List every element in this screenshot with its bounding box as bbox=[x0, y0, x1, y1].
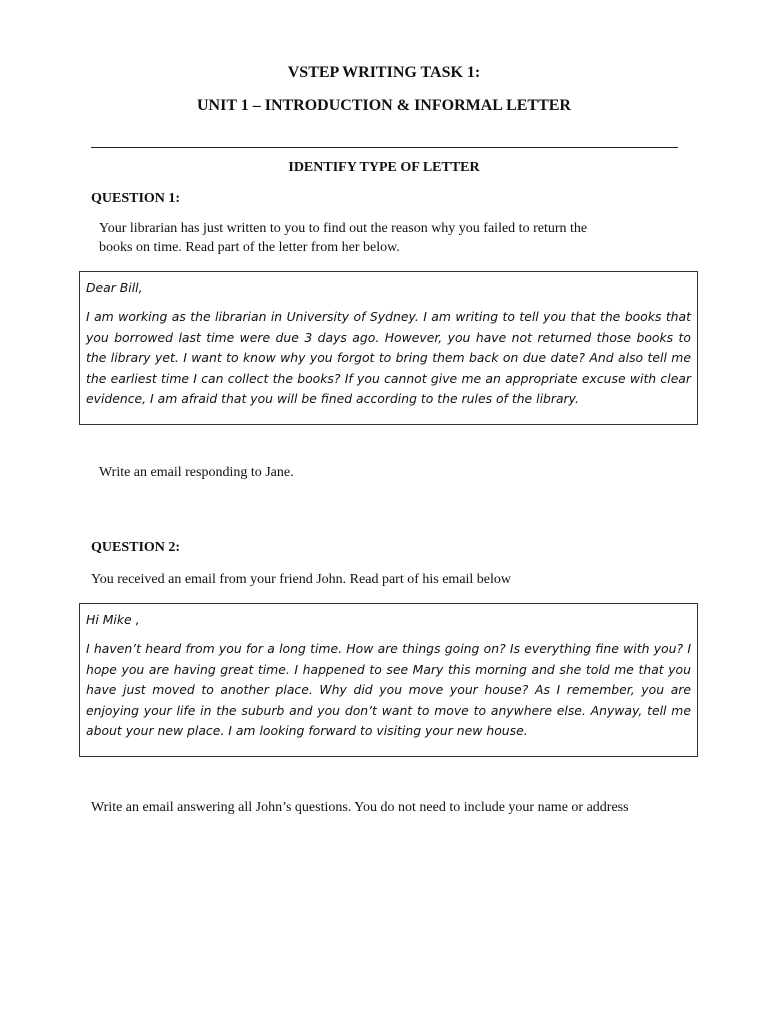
question-2-letter-box bbox=[79, 603, 698, 757]
document-subtitle: UNIT 1 – INTRODUCTION & INFORMAL LETTER bbox=[197, 97, 571, 114]
question-1-intro-line-2: books on time. Read part of the letter from her below. bbox=[99, 240, 400, 255]
letter-body: I haven’t heard from you for a long time. How are things going on? Is everything fine with you? I hope you are having great time. I happened to see Mary this morning and she told me that you have just moved to another place. Why did you move your house? As I remember, you are enjoying your life in the suburb and you don’t want to move to anywhere else. Anyway, tell me about your new place. I am looking forward to visiting your new house. bbox=[86, 641, 691, 738]
letter-body: I am working as the librarian in University of Sydney. I am writing to tell you that the books that you borrowed last time were due 3 days ago. However, you have not returned those books to the library yet. I want to know why you forgot to bring them back on due date? And also tell me the earliest time I can collect the books? If you cannot give me an appropriate excuse with clear evidence, I am afraid that you will be fined according to the rules of the library. bbox=[86, 309, 691, 406]
question-1-letter-box bbox=[79, 271, 698, 425]
divider-line bbox=[91, 147, 678, 148]
section-heading: IDENTIFY TYPE OF LETTER bbox=[288, 160, 480, 175]
letter-greeting: Hi Mike , bbox=[86, 612, 140, 627]
document-title: VSTEP WRITING TASK 1: bbox=[287, 64, 481, 81]
question-1-intro-line-1: Your librarian has just written to you to find out the reason why you failed to return the bbox=[99, 221, 588, 236]
question-2-intro: You received an email from your friend John. Read part of his email below bbox=[91, 572, 512, 587]
letter-greeting: Dear Bill, bbox=[86, 280, 143, 295]
question-2-heading: QUESTION 2: bbox=[91, 540, 181, 555]
question-2-task: Write an email answering all John’s questions. You do not need to include your name or address bbox=[91, 800, 629, 815]
question-1-task: Write an email responding to Jane. bbox=[99, 465, 294, 480]
question-1-heading: QUESTION 1: bbox=[91, 191, 181, 206]
